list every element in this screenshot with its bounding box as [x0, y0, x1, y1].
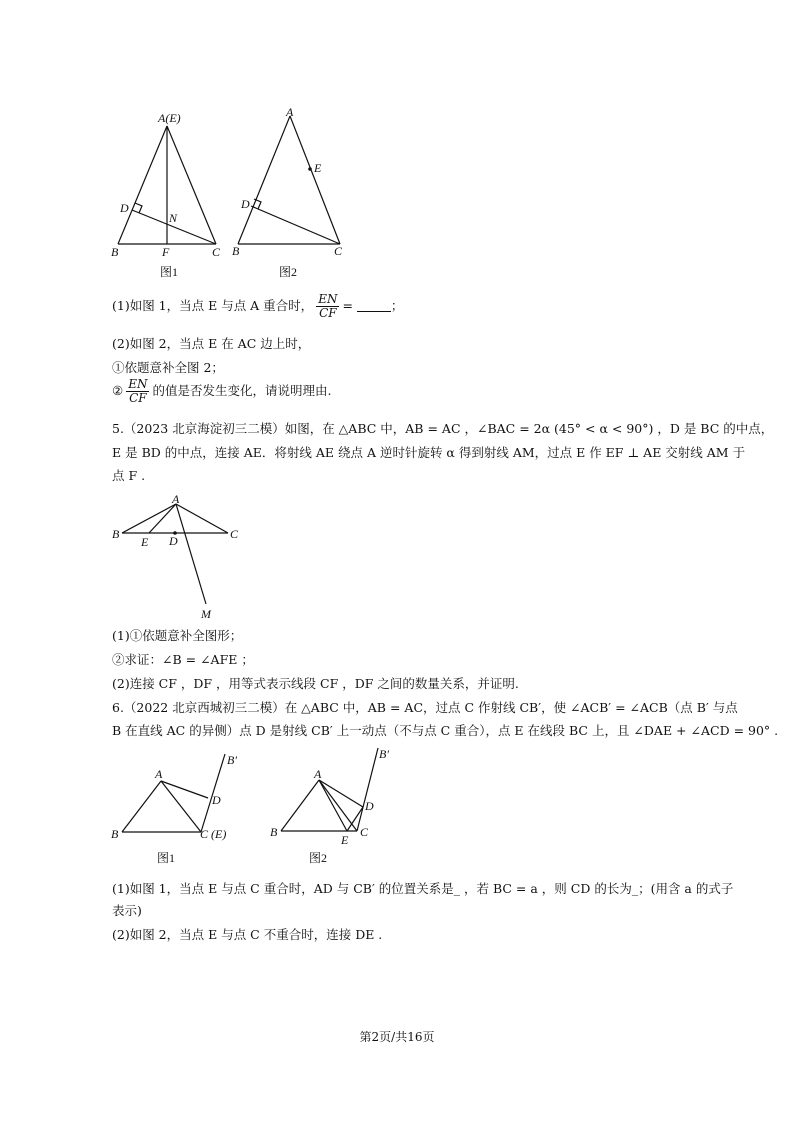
figure-2-q6 [266, 740, 406, 870]
caption-fig1: 图1 [157, 851, 176, 865]
caption-fig2: 图2 [279, 265, 298, 279]
label-m: M [201, 607, 211, 621]
label-f: F [162, 245, 170, 259]
q4-part2-ii-pre: ② [112, 383, 124, 398]
side-ac [290, 116, 340, 244]
answer-blank[interactable] [357, 300, 391, 312]
q6-part2: (2)如图 2，当点 E 与点 C 不重合时，连接 DE . [112, 927, 383, 942]
side-ac [167, 126, 216, 244]
label-c: C [230, 527, 239, 541]
label-b: B [270, 825, 278, 839]
figure-q5 [108, 488, 258, 624]
figure-2-q4 [228, 104, 358, 284]
q4-part2: (2)如图 2，当点 E 在 AC 边上时， [112, 336, 311, 351]
side-ab [122, 504, 176, 533]
side-ab [281, 780, 319, 831]
label-c: C [212, 245, 221, 259]
label-a-e: A(E) [158, 111, 181, 125]
q4-part1 [112, 293, 403, 320]
fraction-denominator: CF [129, 391, 147, 405]
q5-line2: E 是 BD 的中点，连接 AE．将射线 AE 绕点 A 逆时针旋转 α 得到射线 AM，过点 E 作 EF ⊥ AE 交射线 AM 于 [112, 445, 746, 460]
fraction-denominator: CF [319, 306, 337, 320]
q6-part1-line2: 表示) [112, 903, 142, 918]
segment-dc [251, 206, 340, 244]
label-b-prime: B′ [227, 753, 237, 767]
ray-cb-prime [357, 748, 378, 831]
segment-ae [319, 780, 347, 831]
q5-line3: 点 F . [112, 468, 146, 483]
label-d: D [365, 799, 374, 813]
q6-part1-line1: (1)如图 1，当点 E 与点 C 重合时，AD 与 CB′ 的位置关系是_ ，若 BC = a ，则 CD 的长为_；(用含 a 的式子 [112, 881, 734, 896]
label-c: C [334, 244, 343, 258]
q5-part1: (1)①依题意补全图形； [112, 628, 243, 643]
q4-part2-i: ①依题意补全图 2； [112, 360, 224, 375]
label-d: D [241, 197, 250, 211]
segment-ad [319, 780, 363, 807]
label-a: A [314, 767, 322, 781]
label-n: N [169, 211, 178, 225]
q6-line2: B 在直线 AC 的异侧）点 D 是射线 CB′ 上一动点（不与点 C 重合），点 E 在线段 BC 上，且 ∠DAE + ∠ACD = 90° . [112, 723, 779, 738]
fraction-numerator: EN [318, 292, 338, 306]
label-d: D [169, 534, 178, 548]
label-b-prime: B′ [379, 747, 389, 761]
side-ab [122, 781, 161, 832]
fraction-en-cf [316, 293, 339, 320]
label-a: A [155, 767, 163, 781]
label-b: B [232, 244, 240, 258]
q5-part2: (2)连接 CF ，DF ，用等式表示线段 CF ，DF 之间的数量关系，并证明. [112, 676, 519, 691]
figure-1-q4 [108, 108, 228, 284]
side-ab [118, 126, 167, 244]
label-a: A [286, 105, 294, 119]
label-a: A [172, 492, 180, 506]
label-b: B [111, 245, 119, 259]
q6-line1: 6.（2022 北京西城初三二模）在 △ABC 中，AB = AC，过点 C 作射线 CB′，使 ∠ACB′ = ∠ACB（点 B′ 与点 [112, 700, 738, 715]
fraction-en-cf-2 [126, 378, 149, 405]
label-b: B [112, 527, 120, 541]
q4-part1-end: ； [390, 298, 404, 313]
q4-part2-ii-post: 的值是否发生变化，请说明理由. [152, 383, 332, 398]
page-footer: 第2页/共16页 [359, 1030, 435, 1044]
label-d: D [212, 793, 221, 807]
label-b: B [111, 827, 119, 841]
fraction-numerator: EN [128, 377, 148, 391]
label-c-e: C (E) [200, 827, 227, 841]
figure-1-q6 [108, 746, 258, 870]
q4-part2-ii [112, 378, 331, 405]
label-d: D [120, 201, 129, 215]
q4-part1-pre: (1)如图 1，当点 E 与点 A 重合时， [112, 298, 314, 313]
label-c: C [360, 825, 369, 839]
caption-fig2: 图2 [309, 851, 328, 865]
q5-line1: 5.（2023 北京海淀初三二模）如图，在 △ABC 中，AB = AC ，∠BAC = 2α (45° < α < 90°) ，D 是 BC 的中点， [112, 421, 774, 436]
point-e [308, 167, 312, 171]
ray-am [176, 504, 206, 604]
segment-ae [149, 504, 176, 533]
side-ab [238, 116, 290, 244]
label-e: E [141, 535, 149, 549]
side-ac [319, 780, 357, 831]
label-e: E [314, 161, 322, 175]
caption-fig1: 图1 [160, 265, 179, 279]
label-e: E [341, 833, 349, 847]
q4-part1-equals: = [342, 298, 353, 313]
q5-part1-ii: ②求证：∠B = ∠AFE ； [112, 652, 254, 667]
